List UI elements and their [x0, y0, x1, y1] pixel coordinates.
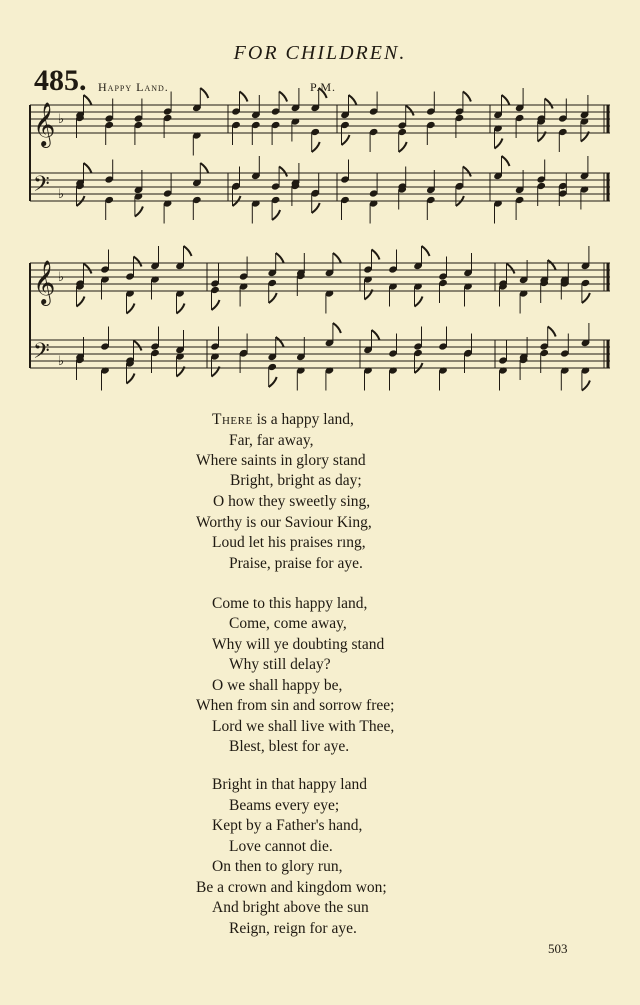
verse-line: Bright, bright as day; — [230, 472, 362, 489]
note-flag — [372, 330, 380, 340]
note-flag — [269, 293, 277, 303]
flat-sign: ♭ — [58, 270, 65, 285]
running-head: FOR CHILDREN. — [233, 42, 407, 64]
note-flag — [312, 203, 320, 213]
note-flag — [312, 142, 320, 152]
note-flag — [333, 323, 341, 333]
note-flag — [276, 337, 284, 347]
note-flag — [372, 250, 380, 260]
tune-name: Happy Land. — [98, 80, 169, 94]
verse-line: Lord we shall live with Thee, — [212, 718, 395, 735]
note-flag — [184, 246, 192, 256]
music-score — [0, 0, 640, 400]
note-flag — [77, 297, 85, 307]
note-flag — [582, 293, 590, 303]
meter-marking: P.M. — [310, 80, 337, 94]
note-flag — [333, 253, 341, 263]
note-flag — [135, 207, 143, 217]
flat-sign: ♭ — [58, 187, 65, 202]
verse-line: Kept by a Father's hand, — [212, 817, 363, 834]
note-flag — [349, 95, 357, 105]
note-flag — [269, 377, 277, 387]
page-number: 503 — [548, 941, 568, 956]
note-flag — [502, 156, 510, 166]
note-flag — [272, 210, 280, 220]
note-flag — [177, 304, 185, 314]
treble-staff — [30, 263, 610, 291]
score-system-1 — [30, 88, 610, 224]
note-flag — [279, 92, 287, 102]
note-flag — [84, 264, 92, 274]
flat-sign: ♭ — [58, 112, 65, 127]
note-flag — [84, 163, 92, 173]
note-flag — [582, 381, 590, 391]
verse-line: Why still delay? — [229, 656, 331, 673]
note-flag — [415, 297, 423, 307]
score-system-2 — [30, 246, 610, 391]
verse-line: O how they sweetly sing, — [213, 493, 371, 510]
note-flag — [127, 304, 135, 314]
verse-line: Bright in that happy land — [212, 776, 367, 793]
verse-line: Come to this happy land, — [212, 595, 368, 612]
note-flag — [84, 95, 92, 105]
treble-clef: 𝄞 — [33, 102, 56, 146]
verse-line: Far, far away, — [229, 432, 314, 449]
verse-line: Come, come away, — [229, 615, 347, 632]
verse-line — [212, 411, 354, 429]
verse-line: On then to glory run, — [212, 858, 343, 875]
verse-line: Beams every eye; — [229, 797, 340, 814]
verse-line: Blest, blest for aye. — [229, 738, 350, 755]
note-flag — [422, 246, 430, 256]
verse-line: Praise, praise for aye. — [229, 555, 363, 572]
note-flag — [507, 264, 515, 274]
note-flag — [495, 139, 503, 149]
note-flag — [276, 253, 284, 263]
note-flag — [134, 257, 142, 267]
note-flag — [200, 163, 208, 173]
hymn-number: 485. — [34, 64, 87, 97]
verse-line: Why will ye doubting stand — [212, 636, 385, 653]
verse-line-rest: is a happy land, — [252, 411, 354, 428]
verse-line: Where saints in glory stand — [196, 452, 366, 469]
note-flag — [240, 92, 248, 102]
note-flag — [545, 99, 553, 109]
note-flag — [502, 95, 510, 105]
verse-line: Worthy is our Saviour King, — [196, 514, 372, 531]
note-flag — [399, 142, 407, 152]
note-flag — [548, 327, 556, 337]
note-flag — [212, 300, 220, 310]
note-flag — [342, 135, 350, 145]
treble-clef: 𝄞 — [33, 260, 56, 304]
verse-line: When from sin and sorrow free; — [196, 697, 395, 714]
note-flag — [127, 374, 135, 384]
verse-line: Love cannot die. — [229, 838, 333, 855]
note-flag — [279, 167, 287, 177]
flat-sign: ♭ — [58, 354, 65, 369]
note-flag — [463, 92, 471, 102]
bass-clef: 𝄢 — [33, 172, 50, 202]
note-flag — [134, 341, 142, 351]
verse-first-word: There — [212, 411, 253, 428]
verse-line: Be a crown and kingdom won; — [196, 879, 387, 896]
note-flag — [548, 260, 556, 270]
note-flag — [463, 167, 471, 177]
bass-clef: 𝄢 — [33, 339, 50, 369]
verse-line: Reign, reign for aye. — [229, 920, 357, 937]
note-flag — [319, 88, 327, 98]
verse-line: O we shall happy be, — [212, 677, 343, 694]
verse-line: And bright above the sun — [212, 899, 369, 916]
verse-line: Loud let his praises rıng, — [212, 534, 366, 551]
bass-staff — [30, 340, 610, 368]
note-flag — [406, 106, 414, 116]
note-flag — [200, 88, 208, 98]
